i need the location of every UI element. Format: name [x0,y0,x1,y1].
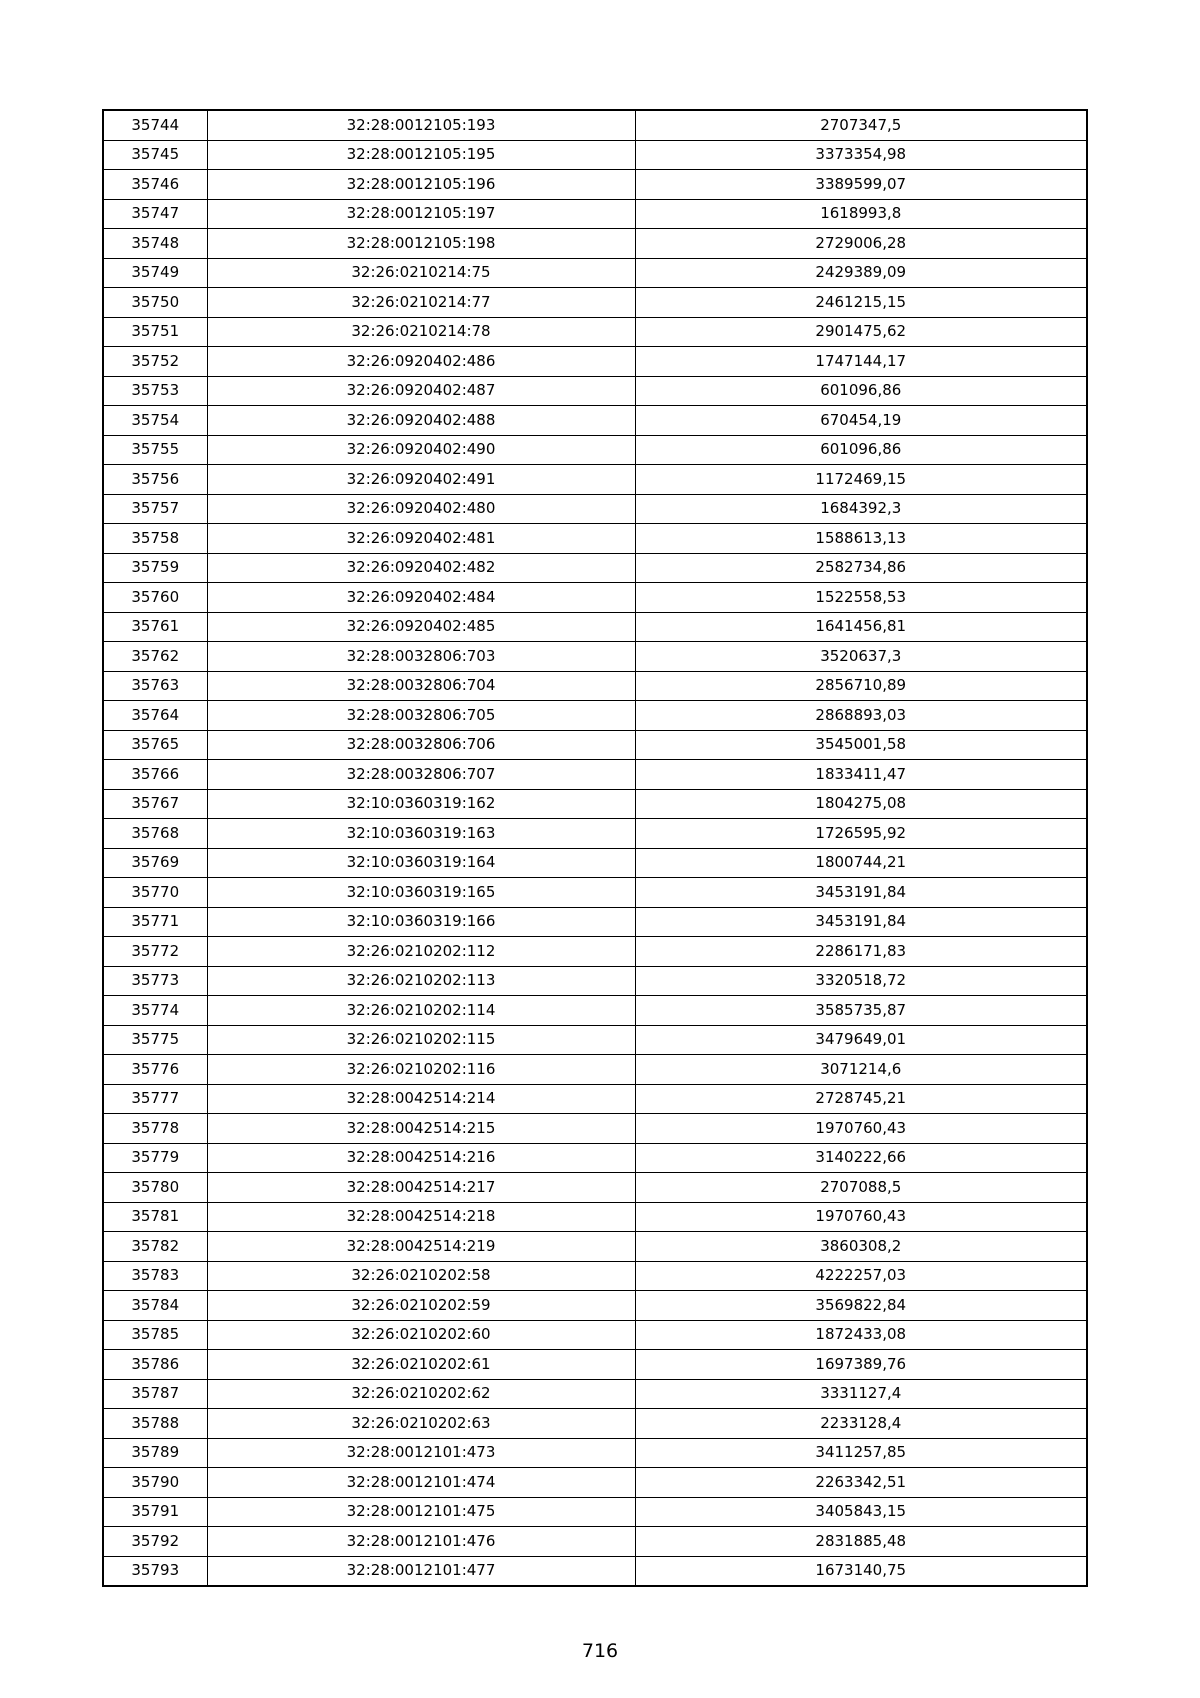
table-row [103,1468,1087,1498]
table-row [103,1055,1087,1085]
cadastral-number-cell: 32:26:0210202:61 [207,1350,635,1380]
row-number-cell: 35784 [103,1291,207,1321]
table-row [103,1409,1087,1439]
cadastral-number-cell: 32:26:0210202:58 [207,1261,635,1291]
table-row [103,494,1087,524]
row-number-cell: 35753 [103,376,207,406]
row-number-cell: 35750 [103,288,207,318]
table-row [103,199,1087,229]
table-row [103,524,1087,554]
table-row [103,317,1087,347]
cadastral-number-cell: 32:28:0012101:477 [207,1556,635,1586]
row-number-cell: 35768 [103,819,207,849]
cadastral-number-cell: 32:26:0920402:491 [207,465,635,495]
row-number-cell: 35788 [103,1409,207,1439]
row-number-cell: 35756 [103,465,207,495]
cadastral-number-cell: 32:26:0920402:481 [207,524,635,554]
table-row [103,1173,1087,1203]
table-row [103,789,1087,819]
table-row [103,1320,1087,1350]
cadastral-number-cell: 32:26:0210202:113 [207,966,635,996]
cadastral-number-cell: 32:26:0210202:63 [207,1409,635,1439]
cadastral-value-cell: 1970760,43 [635,1202,1087,1232]
cadastral-value-cell: 1872433,08 [635,1320,1087,1350]
page-number: 716 [581,1640,619,1662]
table-row [103,937,1087,967]
cadastral-value-cell: 2831885,48 [635,1527,1087,1557]
row-number-cell: 35746 [103,170,207,200]
cadastral-value-cell: 3373354,98 [635,140,1087,170]
cadastral-value-cell: 1588613,13 [635,524,1087,554]
cadastral-number-cell: 32:28:0012101:474 [207,1468,635,1498]
table-row [103,1350,1087,1380]
table-row [103,848,1087,878]
cadastral-value-cell: 3479649,01 [635,1025,1087,1055]
row-number-cell: 35785 [103,1320,207,1350]
cadastral-number-cell: 32:28:0042514:218 [207,1202,635,1232]
cadastral-value-cell: 1172469,15 [635,465,1087,495]
cadastral-number-cell: 32:26:0920402:487 [207,376,635,406]
cadastral-value-cell: 1684392,3 [635,494,1087,524]
table-row [103,996,1087,1026]
cadastral-value-cell: 3405843,15 [635,1497,1087,1527]
cadastral-value-cell: 2286171,83 [635,937,1087,967]
cadastral-number-cell: 32:28:0012105:193 [207,110,635,140]
table-row [103,642,1087,672]
cadastral-value-cell: 1804275,08 [635,789,1087,819]
cadastral-value-cell: 1970760,43 [635,1114,1087,1144]
row-number-cell: 35787 [103,1379,207,1409]
cadastral-value-cell: 2728745,21 [635,1084,1087,1114]
cadastral-number-cell: 32:28:0012101:475 [207,1497,635,1527]
table-row [103,1084,1087,1114]
cadastral-value-cell: 2429389,09 [635,258,1087,288]
row-number-cell: 35771 [103,907,207,937]
table-row [103,435,1087,465]
table-row [103,701,1087,731]
row-number-cell: 35778 [103,1114,207,1144]
cadastral-number-cell: 32:28:0012105:195 [207,140,635,170]
row-number-cell: 35755 [103,435,207,465]
cadastral-number-cell: 32:26:0210202:114 [207,996,635,1026]
cadastral-number-cell: 32:28:0042514:214 [207,1084,635,1114]
table-row [103,671,1087,701]
cadastral-value-cell: 601096,86 [635,376,1087,406]
table-row [103,1261,1087,1291]
cadastral-number-cell: 32:28:0042514:216 [207,1143,635,1173]
row-number-cell: 35780 [103,1173,207,1203]
cadastral-number-cell: 32:26:0210202:115 [207,1025,635,1055]
row-number-cell: 35769 [103,848,207,878]
cadastral-value-cell: 3389599,07 [635,170,1087,200]
cadastral-value-cell: 2582734,86 [635,553,1087,583]
cadastral-value-cell: 601096,86 [635,435,1087,465]
cadastral-value-cell: 3320518,72 [635,966,1087,996]
row-number-cell: 35791 [103,1497,207,1527]
cadastral-number-cell: 32:26:0920402:485 [207,612,635,642]
cadastral-value-cell: 3453191,84 [635,907,1087,937]
table-row [103,1025,1087,1055]
cadastral-value-cell: 1641456,81 [635,612,1087,642]
table-row [103,1232,1087,1262]
row-number-cell: 35776 [103,1055,207,1085]
cadastral-number-cell: 32:28:0042514:219 [207,1232,635,1262]
table-row [103,406,1087,436]
table-row [103,878,1087,908]
cadastral-value-cell: 3071214,6 [635,1055,1087,1085]
cadastral-number-cell: 32:28:0032806:704 [207,671,635,701]
cadastral-value-cell: 2707088,5 [635,1173,1087,1203]
row-number-cell: 35777 [103,1084,207,1114]
table-row [103,465,1087,495]
cadastral-number-cell: 32:26:0920402:486 [207,347,635,377]
table-row [103,1291,1087,1321]
row-number-cell: 35772 [103,937,207,967]
cadastral-value-cell: 2461215,15 [635,288,1087,318]
cadastral-value-cell: 4222257,03 [635,1261,1087,1291]
table-row [103,110,1087,140]
cadastral-value-cell: 2729006,28 [635,229,1087,259]
row-number-cell: 35790 [103,1468,207,1498]
row-number-cell: 35745 [103,140,207,170]
cadastral-number-cell: 32:26:0210214:78 [207,317,635,347]
table-row [103,1556,1087,1586]
row-number-cell: 35757 [103,494,207,524]
table-row [103,760,1087,790]
cadastral-number-cell: 32:26:0210214:75 [207,258,635,288]
row-number-cell: 35758 [103,524,207,554]
cadastral-number-cell: 32:28:0032806:705 [207,701,635,731]
cadastral-value-cell: 1833411,47 [635,760,1087,790]
cadastral-value-cell: 1800744,21 [635,848,1087,878]
cadastral-value-cell: 3860308,2 [635,1232,1087,1262]
row-number-cell: 35793 [103,1556,207,1586]
cadastral-number-cell: 32:28:0042514:217 [207,1173,635,1203]
table-row [103,612,1087,642]
cadastral-number-cell: 32:26:0920402:482 [207,553,635,583]
cadastral-number-cell: 32:28:0042514:215 [207,1114,635,1144]
cadastral-number-cell: 32:10:0360319:163 [207,819,635,849]
table-row [103,583,1087,613]
row-number-cell: 35770 [103,878,207,908]
table-row [103,819,1087,849]
table-row [103,229,1087,259]
cadastral-number-cell: 32:26:0920402:488 [207,406,635,436]
row-number-cell: 35767 [103,789,207,819]
table-row [103,170,1087,200]
cadastral-value-table [102,109,1088,1587]
table-row [103,1527,1087,1557]
table-row [103,347,1087,377]
cadastral-number-cell: 32:26:0210202:116 [207,1055,635,1085]
row-number-cell: 35786 [103,1350,207,1380]
table-body [103,110,1087,1586]
row-number-cell: 35765 [103,730,207,760]
row-number-cell: 35773 [103,966,207,996]
cadastral-value-cell: 2868893,03 [635,701,1087,731]
cadastral-value-cell: 2263342,51 [635,1468,1087,1498]
cadastral-number-cell: 32:26:0920402:480 [207,494,635,524]
table-row [103,140,1087,170]
table-row [103,1202,1087,1232]
table-row [103,258,1087,288]
cadastral-value-cell: 3411257,85 [635,1438,1087,1468]
table-row [103,1379,1087,1409]
cadastral-number-cell: 32:26:0210202:62 [207,1379,635,1409]
cadastral-value-cell: 2707347,5 [635,110,1087,140]
row-number-cell: 35779 [103,1143,207,1173]
table-row [103,1114,1087,1144]
cadastral-value-cell: 3331127,4 [635,1379,1087,1409]
cadastral-number-cell: 32:26:0210202:59 [207,1291,635,1321]
cadastral-number-cell: 32:28:0012105:197 [207,199,635,229]
row-number-cell: 35789 [103,1438,207,1468]
row-number-cell: 35744 [103,110,207,140]
table-row [103,376,1087,406]
table-row [103,966,1087,996]
cadastral-value-cell: 1618993,8 [635,199,1087,229]
cadastral-value-cell: 3545001,58 [635,730,1087,760]
row-number-cell: 35761 [103,612,207,642]
row-number-cell: 35751 [103,317,207,347]
row-number-cell: 35774 [103,996,207,1026]
table-row [103,1143,1087,1173]
row-number-cell: 35763 [103,671,207,701]
cadastral-number-cell: 32:28:0032806:706 [207,730,635,760]
cadastral-value-cell: 1747144,17 [635,347,1087,377]
cadastral-number-cell: 32:10:0360319:166 [207,907,635,937]
cadastral-number-cell: 32:28:0012105:196 [207,170,635,200]
row-number-cell: 35792 [103,1527,207,1557]
row-number-cell: 35752 [103,347,207,377]
row-number-cell: 35775 [103,1025,207,1055]
cadastral-number-cell: 32:26:0920402:484 [207,583,635,613]
row-number-cell: 35764 [103,701,207,731]
cadastral-number-cell: 32:26:0210202:112 [207,937,635,967]
cadastral-value-cell: 1697389,76 [635,1350,1087,1380]
row-number-cell: 35760 [103,583,207,613]
cadastral-value-cell: 3520637,3 [635,642,1087,672]
row-number-cell: 35749 [103,258,207,288]
cadastral-number-cell: 32:28:0032806:703 [207,642,635,672]
cadastral-value-cell: 2233128,4 [635,1409,1087,1439]
row-number-cell: 35782 [103,1232,207,1262]
cadastral-value-cell: 1522558,53 [635,583,1087,613]
cadastral-value-cell: 3140222,66 [635,1143,1087,1173]
table-row [103,288,1087,318]
cadastral-number-cell: 32:28:0012101:476 [207,1527,635,1557]
cadastral-value-cell: 2856710,89 [635,671,1087,701]
table-row [103,553,1087,583]
row-number-cell: 35762 [103,642,207,672]
row-number-cell: 35754 [103,406,207,436]
cadastral-number-cell: 32:28:0012105:198 [207,229,635,259]
cadastral-number-cell: 32:10:0360319:165 [207,878,635,908]
cadastral-value-cell: 1673140,75 [635,1556,1087,1586]
cadastral-number-cell: 32:26:0210214:77 [207,288,635,318]
row-number-cell: 35759 [103,553,207,583]
cadastral-number-cell: 32:28:0012101:473 [207,1438,635,1468]
cadastral-number-cell: 32:10:0360319:164 [207,848,635,878]
table-row [103,1438,1087,1468]
row-number-cell: 35766 [103,760,207,790]
row-number-cell: 35748 [103,229,207,259]
cadastral-value-cell: 1726595,92 [635,819,1087,849]
cadastral-number-cell: 32:26:0210202:60 [207,1320,635,1350]
cadastral-value-cell: 670454,19 [635,406,1087,436]
cadastral-value-cell: 3569822,84 [635,1291,1087,1321]
cadastral-number-cell: 32:28:0032806:707 [207,760,635,790]
cadastral-number-cell: 32:26:0920402:490 [207,435,635,465]
cadastral-value-cell: 2901475,62 [635,317,1087,347]
cadastral-value-cell: 3453191,84 [635,878,1087,908]
table-row [103,1497,1087,1527]
cadastral-value-cell: 3585735,87 [635,996,1087,1026]
table-row [103,730,1087,760]
row-number-cell: 35783 [103,1261,207,1291]
row-number-cell: 35781 [103,1202,207,1232]
row-number-cell: 35747 [103,199,207,229]
cadastral-number-cell: 32:10:0360319:162 [207,789,635,819]
table-row [103,907,1087,937]
